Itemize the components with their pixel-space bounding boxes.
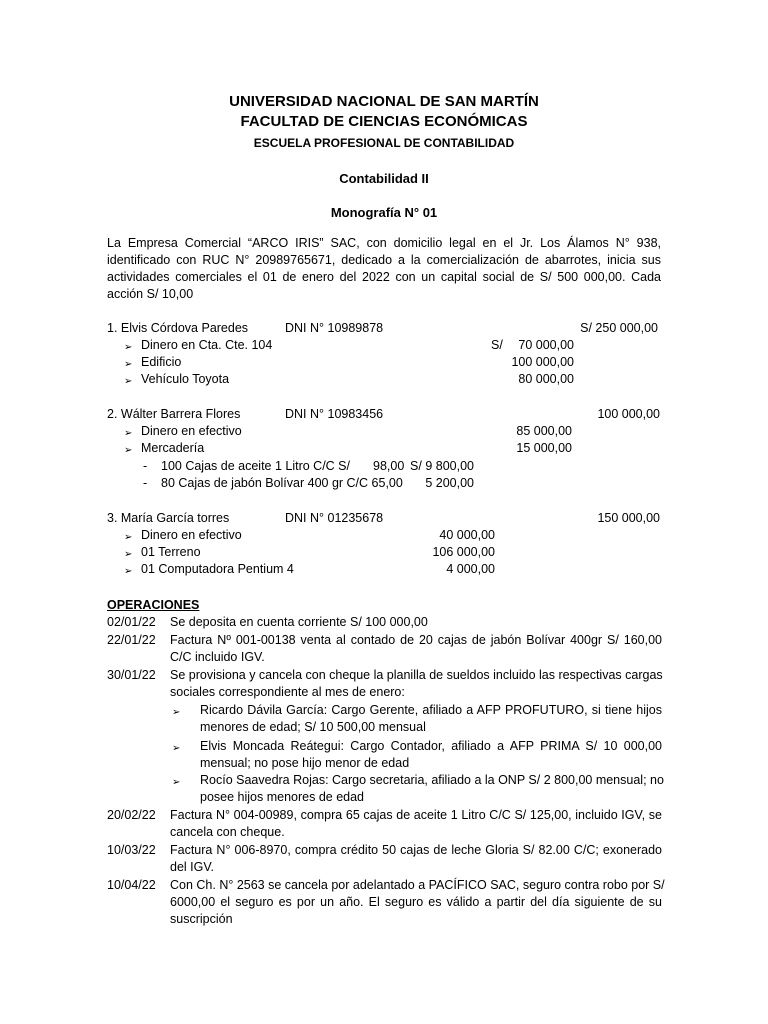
contribution-value: 106 000,00 bbox=[432, 545, 495, 559]
operation-line: Factura N° 006-8970, compra crédito 50 cajas de leche Gloria S/ 82.00 C/C; exonerado bbox=[170, 843, 662, 857]
contribution-label: Dinero en efectivo bbox=[141, 424, 242, 438]
subitem-dash: - bbox=[143, 476, 148, 490]
contribution-label: Vehículo Toyota bbox=[141, 372, 230, 386]
payroll-line: Elvis Moncada Reátegui: Cargo Contador, afiliado a AFP PRIMA S/ 10 000,00 bbox=[200, 739, 662, 753]
contribution-label: Dinero en efectivo bbox=[141, 528, 242, 542]
arrow-bullet-icon: ➢ bbox=[124, 445, 133, 456]
arrow-bullet-icon: ➢ bbox=[124, 428, 133, 439]
partner-name: 3. María García torres bbox=[107, 511, 230, 525]
school-title: ESCUELA PROFESIONAL DE CONTABILIDAD bbox=[253, 136, 515, 150]
payroll-line: Ricardo Dávila García: Cargo Gerente, afiliado a AFP PROFUTURO, si tiene hijos bbox=[200, 703, 662, 717]
partner-dni: DNI N° 01235678 bbox=[285, 511, 384, 525]
contribution-currency: S/ bbox=[491, 338, 503, 352]
arrow-bullet-icon: ➢ bbox=[124, 549, 133, 560]
subitem-text: 100 Cajas de aceite 1 Litro C/C S/ bbox=[161, 459, 350, 473]
arrow-bullet-icon: ➢ bbox=[124, 566, 133, 577]
operation-date: 22/01/22 bbox=[107, 633, 156, 647]
contribution-label: Mercadería bbox=[141, 441, 205, 455]
operation-line: suscripción bbox=[170, 912, 233, 926]
subitem-total: S/ 9 800,00 bbox=[410, 459, 474, 473]
course-title: Contabilidad II bbox=[339, 171, 429, 186]
partner-dni: DNI N° 10989878 bbox=[285, 321, 384, 335]
arrow-bullet-icon: ➢ bbox=[124, 359, 133, 370]
intro-line: La Empresa Comercial “ARCO IRIS” SAC, con domicilio legal en el Jr. Los Álamos N° 938, bbox=[107, 236, 661, 250]
operation-date: 30/01/22 bbox=[107, 668, 156, 682]
operation-line: Con Ch. N° 2563 se cancela por adelantado a PACÍFICO SAC, seguro contra robo por S/ bbox=[170, 878, 665, 892]
operation-date: 20/02/22 bbox=[107, 808, 156, 822]
operation-line: Factura Nº 001-00138 venta al contado de 20 cajas de jabón Bolívar 400gr S/ 160,00 bbox=[170, 633, 662, 647]
operation-line: cancela con cheque. bbox=[170, 825, 285, 839]
subitem-unit: 98,00 bbox=[373, 459, 405, 473]
payroll-line: posee hijos menores de edad bbox=[200, 790, 365, 804]
university-title: UNIVERSIDAD NACIONAL DE SAN MARTÍN bbox=[229, 93, 539, 110]
partner-total: S/ 250 000,00 bbox=[580, 321, 658, 335]
contribution-label: Dinero en Cta. Cte. 104 bbox=[141, 338, 273, 352]
operation-line: del IGV. bbox=[170, 860, 215, 874]
contribution-value: 40 000,00 bbox=[439, 528, 495, 542]
operation-line: Se provisiona y cancela con cheque la planilla de sueldos incluido las respectivas cargas bbox=[170, 668, 663, 682]
payroll-line: menores de edad; S/ 10 500,00 mensual bbox=[200, 720, 426, 734]
operation-line: sociales correspondiente al mes de enero: bbox=[170, 685, 405, 699]
arrow-bullet-icon: ➢ bbox=[172, 707, 181, 718]
intro-line: actividades comerciales el 01 de enero del 2022 con un capital social de S/ 500 000,00. Cada bbox=[107, 270, 661, 284]
contribution-label: 01 Computadora Pentium 4 bbox=[141, 562, 294, 576]
contribution-label: 01 Terreno bbox=[141, 545, 201, 559]
subitem-text: 80 Cajas de jabón Bolívar 400 gr C/C 65,00 bbox=[161, 476, 403, 490]
contribution-value: 100 000,00 bbox=[511, 355, 574, 369]
arrow-bullet-icon: ➢ bbox=[172, 777, 181, 788]
arrow-bullet-icon: ➢ bbox=[172, 743, 181, 754]
contribution-value: 70 000,00 bbox=[518, 338, 574, 352]
operation-date: 02/01/22 bbox=[107, 615, 156, 629]
intro-line: identificado con RUC N° 20989765671, dedicado a la comercialización de abarrotes, inicia sus bbox=[107, 253, 661, 267]
operation-date: 10/03/22 bbox=[107, 843, 156, 857]
partner-total: 150 000,00 bbox=[597, 511, 660, 525]
partner-name: 2. Wálter Barrera Flores bbox=[107, 407, 241, 421]
operations-title: OPERACIONES bbox=[107, 598, 200, 612]
partner-name: 1. Elvis Córdova Paredes bbox=[107, 321, 249, 335]
contribution-value: 80 000,00 bbox=[518, 372, 574, 386]
operation-date: 10/04/22 bbox=[107, 878, 156, 892]
arrow-bullet-icon: ➢ bbox=[124, 376, 133, 387]
monograph-title: Monografía N° 01 bbox=[330, 205, 438, 220]
arrow-bullet-icon: ➢ bbox=[124, 342, 133, 353]
contribution-value: 4 000,00 bbox=[446, 562, 495, 576]
operation-line: Se deposita en cuenta corriente S/ 100 000,00 bbox=[170, 615, 428, 629]
partner-total: 100 000,00 bbox=[597, 407, 660, 421]
subitem-dash: - bbox=[143, 459, 148, 473]
payroll-line: mensual; no pose hijo menor de edad bbox=[200, 756, 410, 770]
operation-line: 6000,00 el seguro es por un año. El seguro es válido a partir del día siguiente de su bbox=[170, 895, 662, 909]
contribution-label: Edificio bbox=[141, 355, 182, 369]
arrow-bullet-icon: ➢ bbox=[124, 532, 133, 543]
faculty-title: FACULTAD DE CIENCIAS ECONÓMICAS bbox=[240, 113, 528, 130]
intro-line: acción S/ 10,00 bbox=[107, 287, 194, 301]
contribution-value: 85 000,00 bbox=[516, 424, 572, 438]
operation-line: C/C incluido IGV. bbox=[170, 650, 265, 664]
contribution-value: 15 000,00 bbox=[516, 441, 572, 455]
partner-dni: DNI N° 10983456 bbox=[285, 407, 384, 421]
payroll-line: Rocío Saavedra Rojas: Cargo secretaria, afiliado a la ONP S/ 2 800,00 mensual; no bbox=[200, 773, 664, 787]
operation-line: Factura N° 004-00989, compra 65 cajas de aceite 1 Litro C/C S/ 125,00, incluido IGV, se bbox=[170, 808, 662, 822]
subitem-total: 5 200,00 bbox=[425, 476, 474, 490]
